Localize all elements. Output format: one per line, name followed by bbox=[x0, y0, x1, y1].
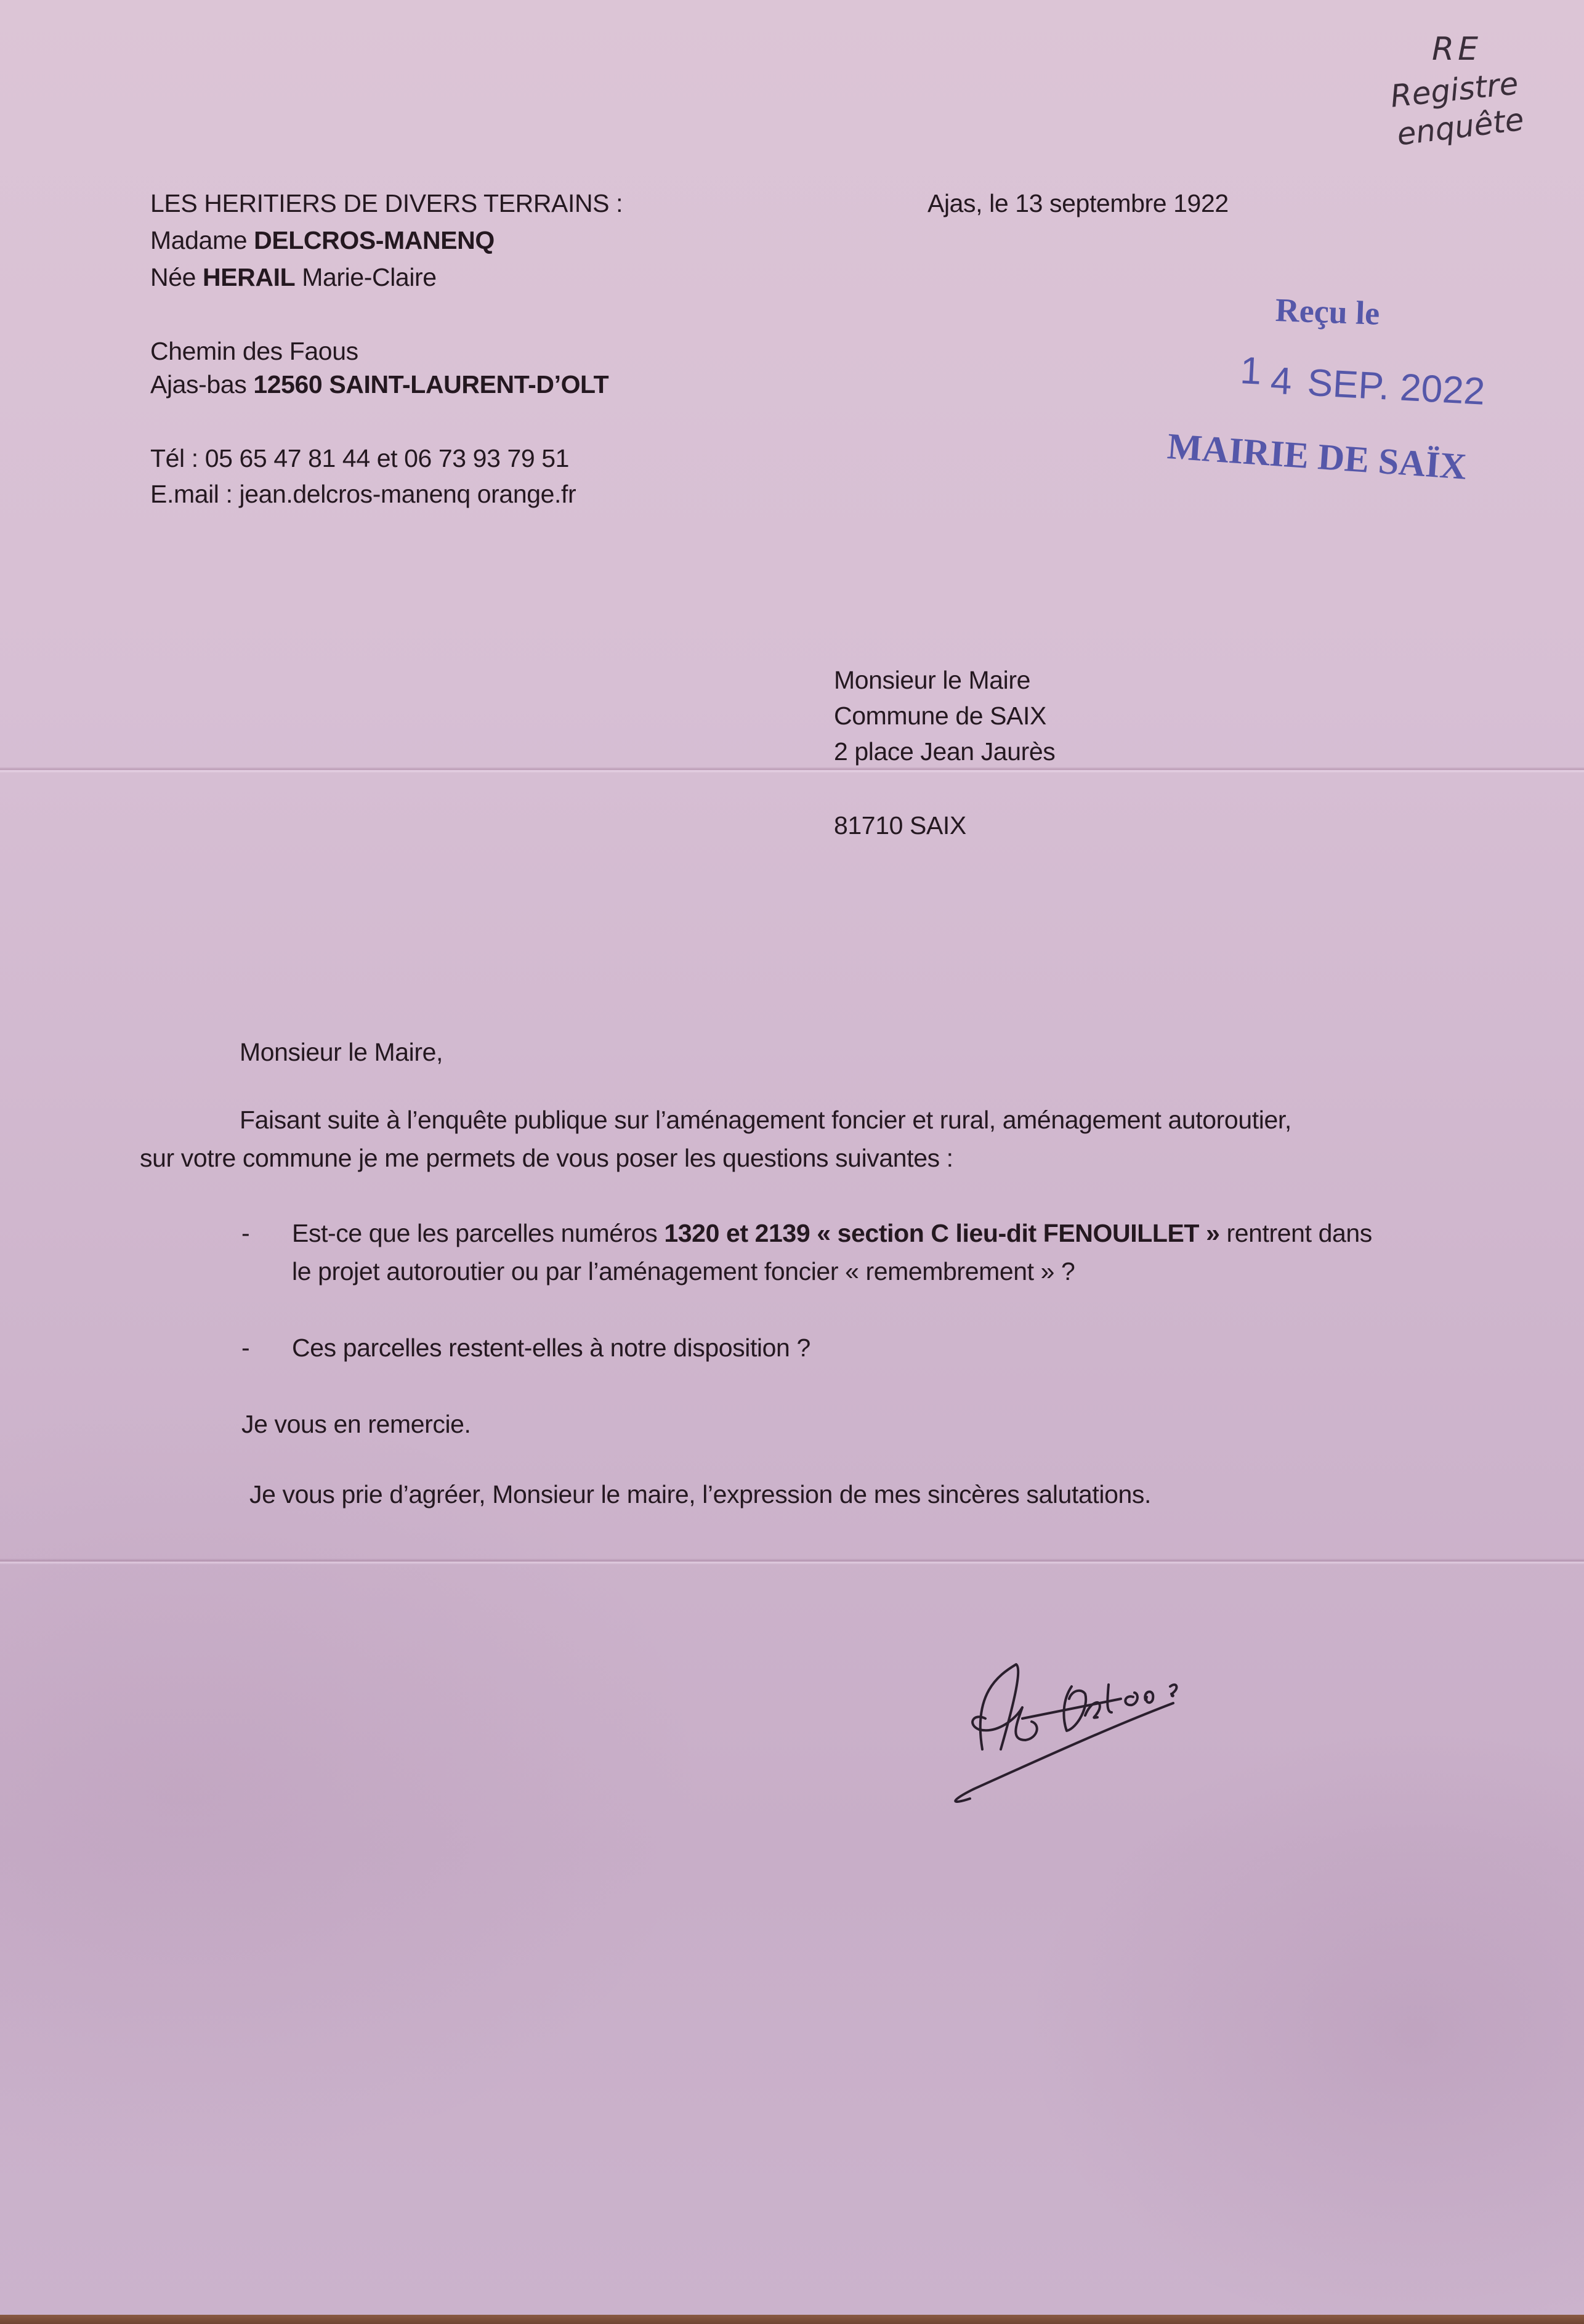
question-2: Ces parcelles restent-elles à notre disposition ? bbox=[292, 1334, 810, 1362]
signature bbox=[924, 1626, 1232, 1811]
question-1-prefix: Est-ce que les parcelles numéros bbox=[292, 1219, 665, 1247]
sender-locality bbox=[150, 370, 608, 399]
stamp-office: MAIRIE DE SAÏX bbox=[1166, 425, 1468, 487]
question-1-parcels: 1320 et 2139 « section C lieu-dit FENOUILLET » bbox=[664, 1219, 1220, 1247]
closing-line: Je vous prie d’agréer, Monsieur le maire, l’expression de mes sincères salutations. bbox=[249, 1480, 1152, 1508]
recipient-city: 81710 SAIX bbox=[834, 811, 966, 840]
sender-phone: Tél : 05 65 47 81 44 et 06 73 93 79 51 bbox=[150, 444, 570, 472]
stamp-day-second-digit: 4 bbox=[1269, 359, 1293, 403]
birth-firstname: Marie-Claire bbox=[295, 263, 437, 291]
question-1-line-2: le projet autoroutier ou par l’aménagement foncier « remembrement » ? bbox=[292, 1257, 1075, 1285]
stamp-month-year: SEP. 2022 bbox=[1306, 361, 1486, 413]
bullet-dash: - bbox=[241, 1219, 250, 1247]
recipient-line: Monsieur le Maire bbox=[834, 666, 1031, 694]
handwritten-annotation-re: RE bbox=[1432, 31, 1482, 68]
letter-date: Ajas, le 13 septembre 1922 bbox=[927, 189, 1229, 217]
birth-surname: HERAIL bbox=[203, 263, 296, 291]
question-1-line-1 bbox=[292, 1218, 1372, 1248]
intro-paragraph-line: sur votre commune je me permets de vous poser les questions suivantes : bbox=[140, 1144, 953, 1172]
sender-birth-name bbox=[150, 262, 437, 292]
recipient-line: Commune de SAIX bbox=[834, 702, 1046, 730]
locality-prefix: Ajas-bas bbox=[150, 370, 254, 399]
recipient-line: 2 place Jean Jaurès bbox=[834, 737, 1056, 766]
bullet-dash: - bbox=[241, 1334, 250, 1362]
intro-paragraph-line: Faisant suite à l’enquête publique sur l’aménagement foncier et rural, aménagement autoroutier, bbox=[240, 1106, 1291, 1134]
sender-street: Chemin des Faous bbox=[150, 337, 358, 365]
sender-name bbox=[150, 225, 495, 255]
paper-fold-line bbox=[0, 767, 1584, 773]
paper-fold-line bbox=[0, 1558, 1584, 1565]
signature-stroke-initial bbox=[980, 1664, 1018, 1749]
birth-prefix: Née bbox=[150, 263, 203, 291]
sender-name-prefix: Madame bbox=[150, 226, 254, 254]
thanks-line: Je vous en remercie. bbox=[241, 1410, 471, 1438]
stamp-day-first-digit: 1 bbox=[1239, 349, 1263, 393]
question-1-suffix: rentrent dans bbox=[1219, 1219, 1372, 1247]
handwritten-annotation-enquete: enquête bbox=[1395, 101, 1526, 153]
stamp-received-label: Reçu le bbox=[1274, 291, 1381, 332]
signature-stroke-cros bbox=[1125, 1685, 1176, 1705]
stamp-date bbox=[1239, 349, 1486, 415]
table-surface bbox=[0, 2315, 1584, 2324]
signature-strike bbox=[1022, 1699, 1121, 1719]
handwritten-annotation-registre: Registre bbox=[1389, 65, 1521, 115]
salutation: Monsieur le Maire, bbox=[240, 1038, 443, 1066]
sender-surname: DELCROS-MANENQ bbox=[254, 226, 495, 254]
sender-heading: LES HERITIERS DE DIVERS TERRAINS : bbox=[150, 189, 623, 217]
sender-email: E.mail : jean.delcros-manenq orange.fr bbox=[150, 480, 576, 508]
locality-postcode-city: 12560 SAINT-LAURENT-D’OLT bbox=[253, 370, 609, 399]
